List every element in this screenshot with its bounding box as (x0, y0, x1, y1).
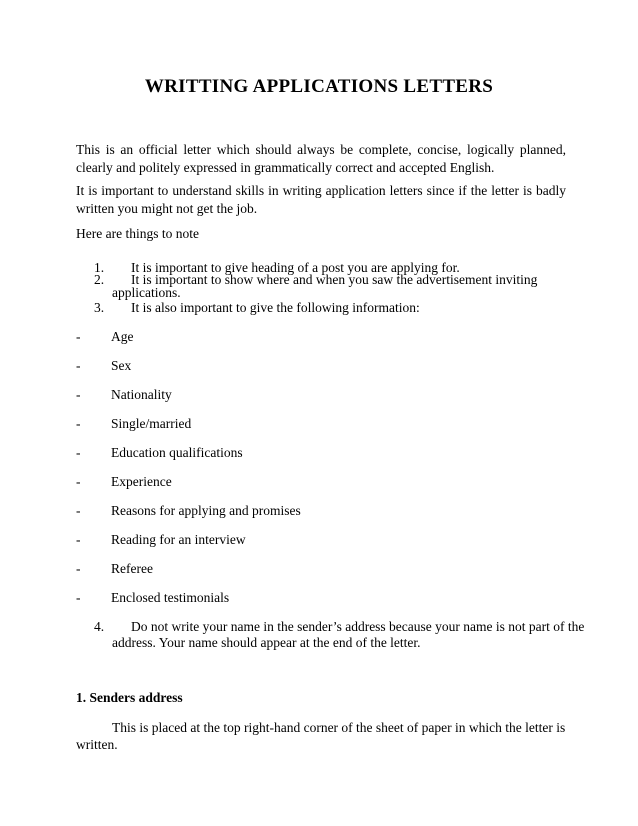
bullet-dash: - (76, 387, 81, 402)
bullet-marital-status: Single/married (111, 416, 192, 431)
bullet-dash: - (76, 561, 81, 576)
section-1-text-line-1: This is placed at the top right-hand corner of the sheet of paper in which the letter is (112, 720, 566, 735)
list-number-1: 1. (94, 260, 105, 275)
bullet-dash: - (76, 416, 81, 431)
list-number-2: 2. (94, 272, 105, 287)
bullet-reasons: Reasons for applying and promises (111, 503, 301, 518)
list-number-3: 3. (94, 300, 105, 315)
list-item-1-text: It is important to give heading of a post you are applying for. (131, 260, 460, 275)
bullet-dash: - (76, 445, 81, 460)
list-item-4-continuation: address. Your name should appear at the end of the letter. (112, 635, 421, 650)
bullet-referee: Referee (111, 561, 153, 576)
list-number-4: 4. (94, 619, 105, 634)
bullet-dash: - (76, 590, 81, 605)
list-item-3-text: It is also important to give the following information: (131, 300, 420, 315)
bullet-experience: Experience (111, 474, 172, 489)
list-item-4-text: Do not write your name in the sender’s address because your name is not part of the (131, 619, 585, 634)
section-heading-senders-address: 1. Senders address (76, 690, 183, 705)
list-item-2-text: It is important to show where and when you saw the advertisement inviting (131, 272, 538, 287)
list-item-2-continuation: applications. (112, 285, 181, 300)
bullet-nationality: Nationality (111, 387, 172, 402)
section-1-text-line-2: written. (76, 737, 118, 752)
intro-paragraph-3: Here are things to note (76, 226, 199, 241)
bullet-dash: - (76, 532, 81, 547)
bullet-testimonials: Enclosed testimonials (111, 590, 230, 605)
bullet-dash: - (76, 503, 81, 518)
intro-paragraph-1: This is an official letter which should always be complete, concise, logically planned, clearly and politely expressed in grammatically correct and accepted English. (76, 142, 566, 175)
bullet-sex: Sex (111, 358, 132, 373)
intro-paragraph-2: It is important to understand skills in writing application letters since if the letter is badly written you might not get the job. (76, 183, 566, 216)
bullet-age: Age (111, 329, 134, 344)
bullet-dash: - (76, 329, 81, 344)
bullet-education: Education qualifications (111, 445, 243, 460)
document-title: WRITTING APPLICATIONS LETTERS (144, 76, 494, 97)
bullet-dash: - (76, 358, 81, 373)
bullet-dash: - (76, 474, 81, 489)
bullet-interview: Reading for an interview (111, 532, 246, 547)
